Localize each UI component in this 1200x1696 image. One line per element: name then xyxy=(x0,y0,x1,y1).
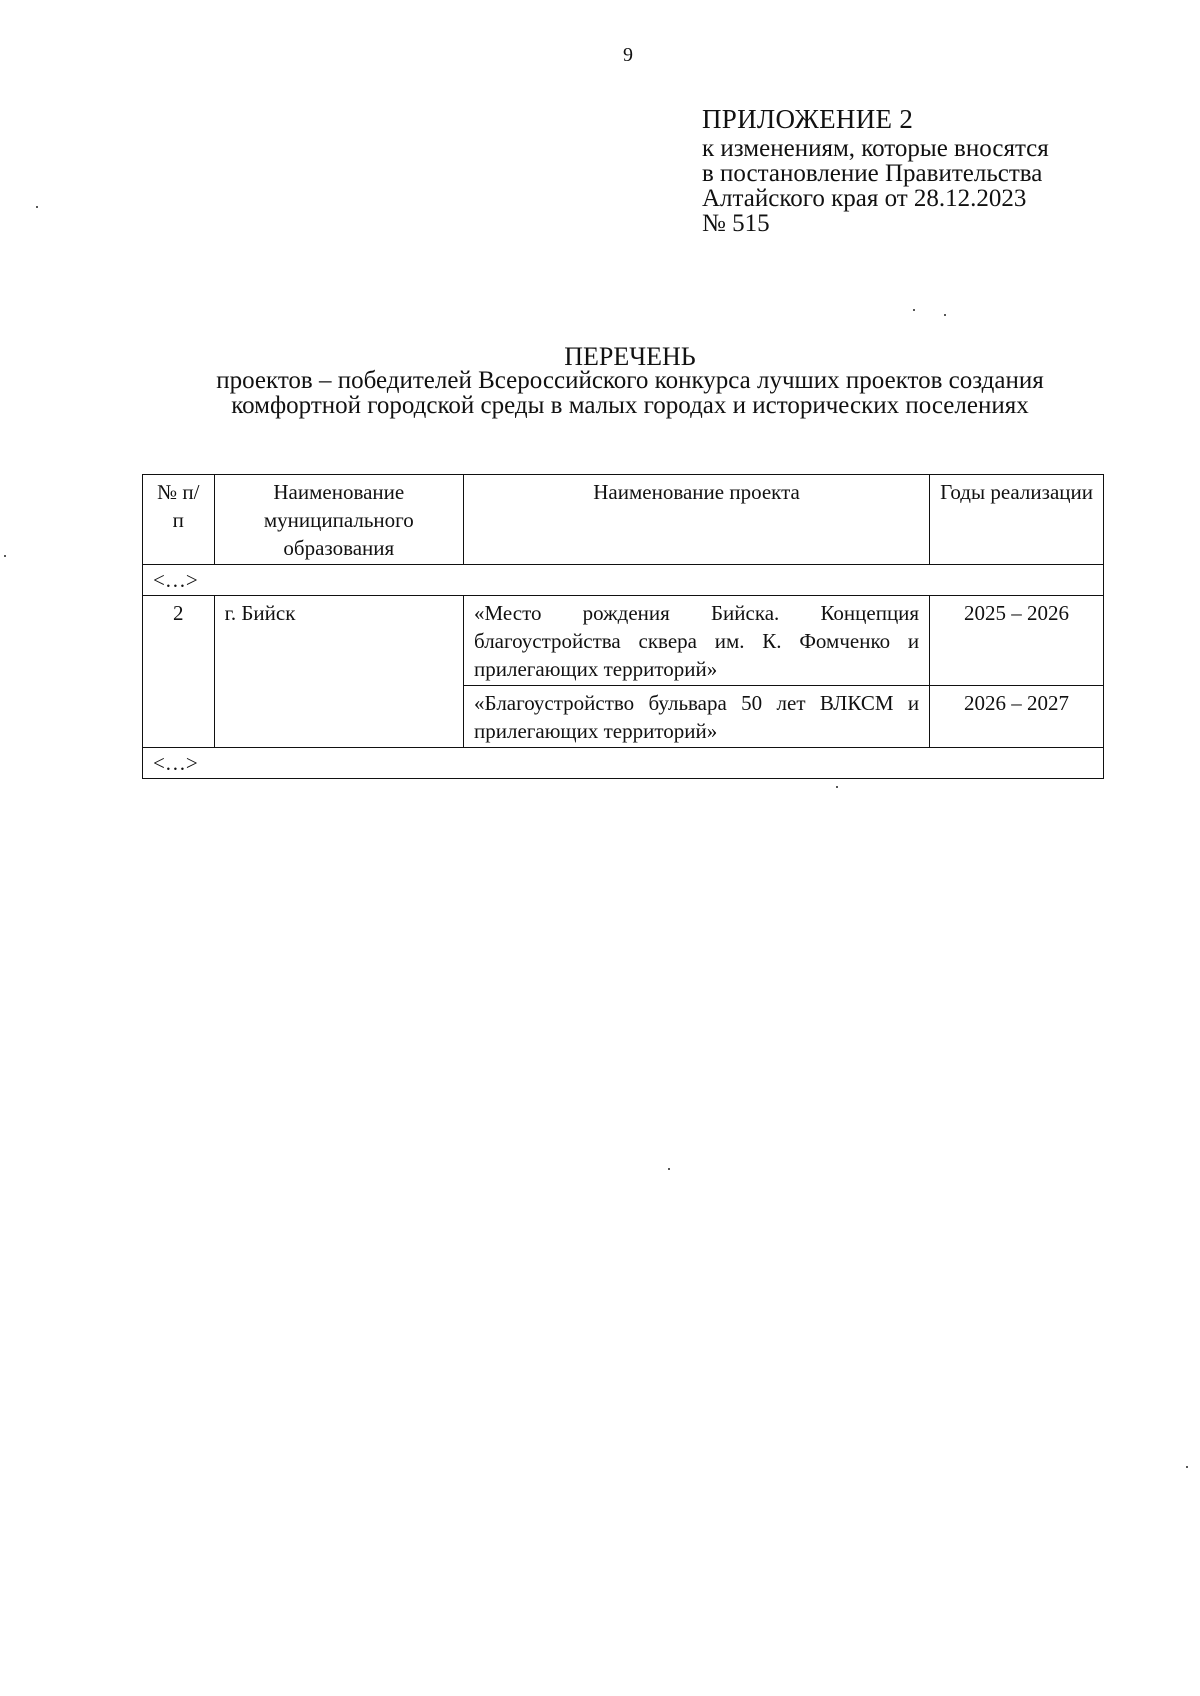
appendix-line: № 515 xyxy=(702,210,770,237)
list-title: ПЕРЕЧЕНЬ xyxy=(564,342,696,371)
cell-num: 2 xyxy=(143,596,215,748)
list-subtitle xyxy=(140,368,1120,418)
appendix-line: к изменениям, которые вносятся xyxy=(702,135,1049,162)
scan-speck xyxy=(36,206,38,208)
table-header-row xyxy=(143,475,1104,565)
ellipsis-cell: <…> xyxy=(143,565,1104,596)
scan-speck xyxy=(944,314,946,316)
header-num: № п/п xyxy=(143,475,215,565)
header-municipality: Наименование муниципального образования xyxy=(214,475,463,565)
projects-table xyxy=(142,474,1104,779)
page-number: 9 xyxy=(623,44,633,66)
cell-municipality: г. Бийск xyxy=(214,596,463,748)
table-ellipsis-row xyxy=(143,748,1104,779)
scan-speck xyxy=(1186,1466,1188,1468)
appendix-block xyxy=(702,102,1162,236)
cell-project: «Место рождения Бийска. Концепция благоустройства сквера им. К. Фомченко и прилегающих территорий» xyxy=(464,596,930,686)
appendix-line: в постановление Правительства xyxy=(702,160,1043,187)
ellipsis-cell: <…> xyxy=(143,748,1104,779)
list-subtitle-line: проектов – победителей Всероссийского конкурса лучших проектов создания xyxy=(216,367,1044,394)
header-project: Наименование проекта xyxy=(464,475,930,565)
list-subtitle-line: комфортной городской среды в малых городах и исторических поселениях xyxy=(231,392,1029,419)
header-years: Годы реализации xyxy=(930,475,1104,565)
scan-speck xyxy=(4,555,6,557)
cell-years: 2025 – 2026 xyxy=(930,596,1104,686)
table-row xyxy=(143,596,1104,686)
scan-speck xyxy=(668,1168,670,1170)
scan-speck xyxy=(836,786,838,788)
table-ellipsis-row xyxy=(143,565,1104,596)
appendix-title: ПРИЛОЖЕНИЕ 2 xyxy=(702,104,914,134)
cell-project: «Благоустройство бульвара 50 лет ВЛКСМ и прилегающих территорий» xyxy=(464,686,930,748)
cell-years: 2026 – 2027 xyxy=(930,686,1104,748)
appendix-line: Алтайского края от 28.12.2023 xyxy=(702,185,1027,212)
scan-speck xyxy=(913,309,915,311)
